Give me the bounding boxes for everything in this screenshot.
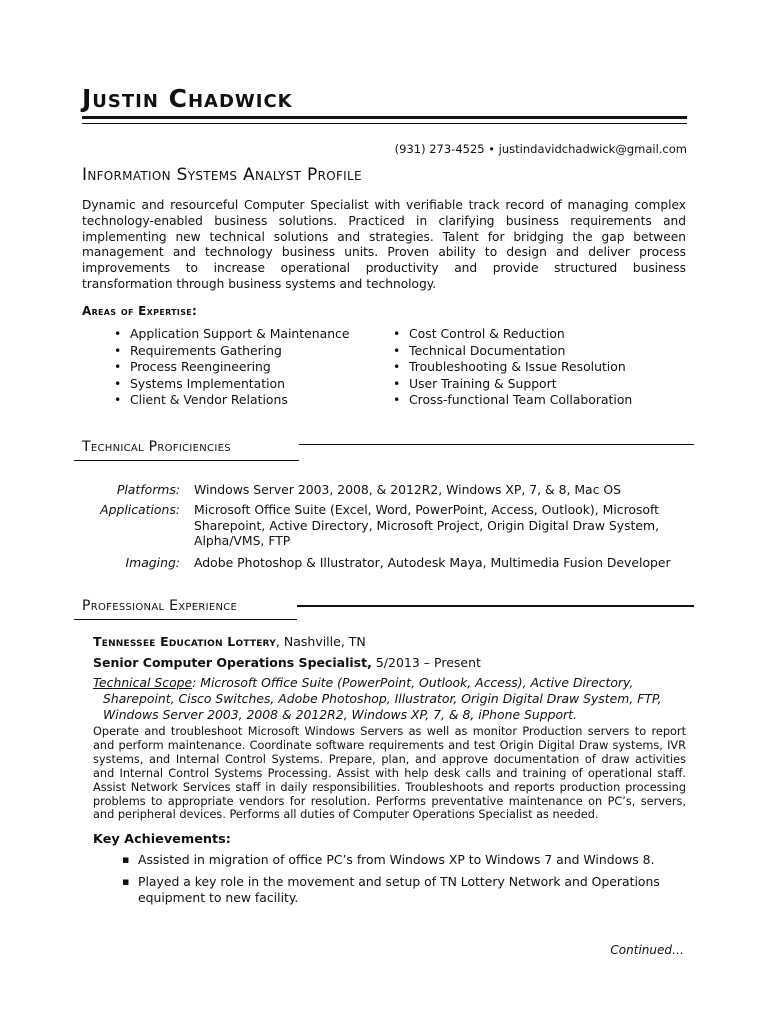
achievement-item: ▪ Assisted in migration of office PC’s from Windows XP to Windows 7 and Windows 8.	[122, 852, 682, 869]
achievements-heading: Key Achievements:	[93, 832, 231, 847]
expertise-item: • Technical Documentation	[393, 343, 632, 360]
technical-rule-bottom	[74, 460, 299, 461]
expertise-item: • Process Reengineering	[114, 359, 350, 376]
experience-rule-bottom	[74, 619, 297, 620]
experience-heading: Professional Experience	[82, 598, 238, 614]
expertise-item: • Cost Control & Reduction	[393, 326, 632, 343]
header-rule-thick	[82, 116, 687, 119]
candidate-name: Justin Chadwick	[82, 84, 293, 113]
experience-rule-top	[297, 605, 694, 607]
contact-line: (931) 273-4525 • justindavidchadwick@gmail.com	[394, 142, 687, 156]
header-rule-thin	[82, 123, 687, 124]
employer-name: Tennessee Education Lottery	[93, 634, 276, 649]
scope-label: Technical Scope	[93, 675, 193, 690]
profile-title: Information Systems Analyst Profile	[82, 165, 362, 185]
job-duties: Operate and troubleshoot Microsoft Windows Servers as well as monitor Production servers to report and perform maintenance. Coordinate software requirements and test Origin Digital Draw systems, IVR systems, and Internal Control Systems. Prepare, plan, and approve documentation of draw activities and Internal Control Systems Processing. Assist with help desk calls and training of operational staff. Assist Network Services staff in daily responsibilities. Troubleshoots and reports production processing problems to appropriate vendors for resolution. Performs preventative maintenance on PC’s, servers, and peripheral devices. Performs all duties of Computer Operations Specialist as needed.	[93, 725, 686, 822]
expertise-heading: Areas of Expertise:	[82, 304, 198, 318]
expertise-item: • Client & Vendor Relations	[114, 392, 350, 409]
expertise-item: • Requirements Gathering	[114, 343, 350, 360]
job-dates: 5/2013 – Present	[371, 655, 481, 670]
tech-value: Windows Server 2003, 2008, & 2012R2, Windows XP, 7, & 8, Mac OS	[194, 482, 622, 497]
tech-label: Imaging:	[125, 555, 180, 570]
employer-line	[93, 634, 366, 649]
achievements-list	[122, 852, 682, 912]
expertise-list-right	[393, 326, 632, 409]
tech-value: Microsoft Office Suite (Excel, Word, PowerPoint, Access, Outlook), Microsoft Sharepoint, Active Directory, Microsoft Project, Origin Digital Draw System, Alpha/VMS, FTP	[194, 502, 660, 549]
technical-scope	[93, 675, 686, 723]
scope-line: Sharepoint, Cisco Switches, Adobe Photoshop, Illustrator, Origin Digital Draw System, FTP,	[103, 691, 662, 706]
job-title-line	[93, 655, 481, 670]
job-title: Senior Computer Operations Specialist,	[93, 655, 372, 670]
expertise-list-left	[114, 326, 350, 409]
expertise-item: • User Training & Support	[393, 376, 632, 393]
profile-summary: Dynamic and resourceful Computer Specialist with verifiable track record of managing complex technology-enabled business solutions. Practiced in clarifying business requirements and implementing new technical solutions and strategies. Talent for bridging the gap between management and technology business units. Proven ability to design and deliver process improvements to increase operational productivity and provide structured business transformation through business systems and technology.	[82, 198, 686, 291]
technical-rule-top	[299, 444, 694, 445]
continued-note: Continued…	[610, 943, 684, 957]
tech-value: Adobe Photoshop & Illustrator, Autodesk Maya, Multimedia Fusion Developer	[194, 555, 671, 570]
technical-heading: Technical Proficiencies	[82, 439, 231, 455]
expertise-item: • Troubleshooting & Issue Resolution	[393, 359, 632, 376]
scope-line: Windows Server 2003, 2008 & 2012R2, Windows XP, 7, & 8, iPhone Support.	[103, 707, 577, 722]
employer-location: , Nashville, TN	[275, 634, 366, 649]
achievement-item: ▪ Played a key role in the movement and setup of TN Lottery Network and Operations equipment to new facility.	[122, 874, 682, 907]
scope-line: : Microsoft Office Suite (PowerPoint, Outlook, Access), Active Directory,	[192, 675, 634, 690]
expertise-item: • Systems Implementation	[114, 376, 350, 393]
expertise-item: • Application Support & Maintenance	[114, 326, 350, 343]
tech-label: Platforms:	[116, 482, 180, 497]
expertise-item: • Cross-functional Team Collaboration	[393, 392, 632, 409]
tech-label: Applications:	[100, 502, 180, 517]
